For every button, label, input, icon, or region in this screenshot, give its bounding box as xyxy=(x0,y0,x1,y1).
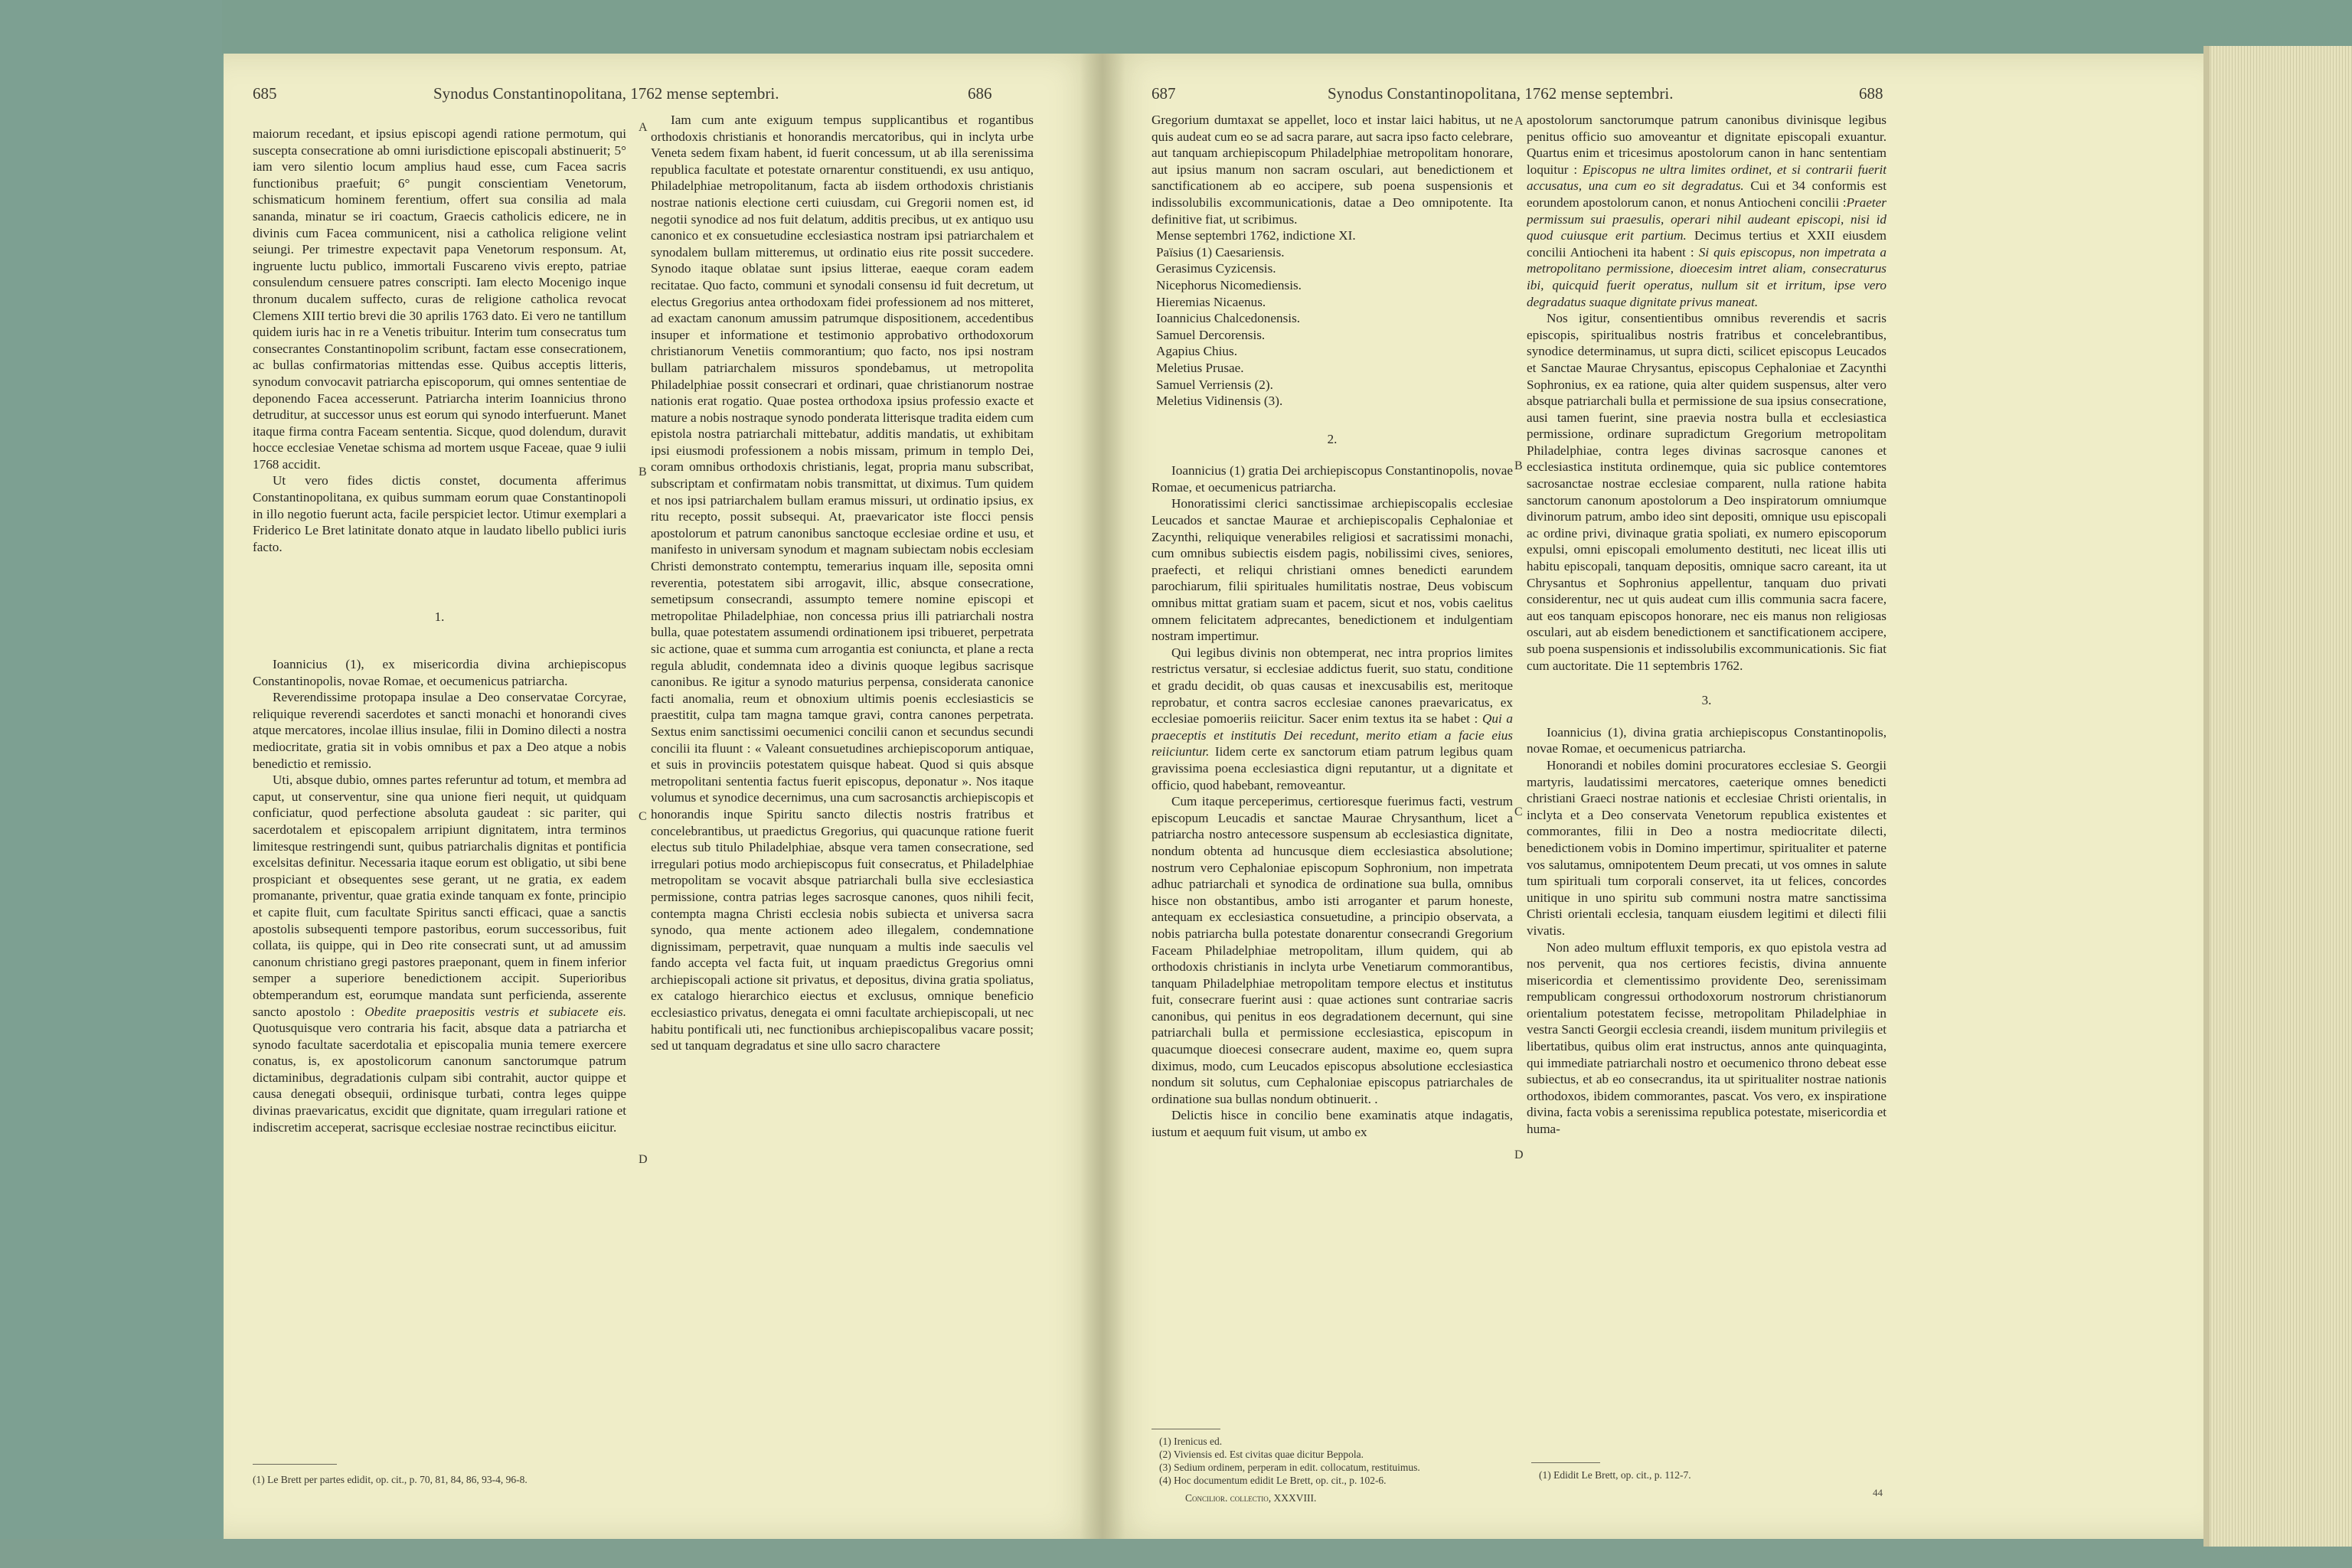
footnote: (1) Irenicus ed. xyxy=(1159,1436,1223,1447)
paragraph: Honoratissimi clerici sanctissimae archiepiscopalis ecclesiae Leucados et sanctae Maurae et archiepiscopalis Cephaloniae et Zacynthi, reliquique venerabiles religiosi et sacratissimi monachi, cum omnibus subiectis eisdem pagis, nobilissimi cives, seniores, praefecti, et reliqui christiani omnes benedicti earundem parochiarum, filii spirituales humilitatis nostrae, Deus vobiscum omnibus mittat gratiam suam et pacem, sicut et nos, vobis caelitus omnem felicitatem adprecantes, benedictionem et indulgentiam nostram impertimur. xyxy=(1152,496,1513,644)
italic-quote: Praeter permissum sui praesulis, operari nihil audeant episcopi, nisi id quod cuiusque erit partium. xyxy=(1527,194,1886,243)
paragraph xyxy=(253,772,626,1135)
text-run: Decimus tertius et XXII eiusdem concilii Antiocheni ita habent : xyxy=(1527,228,1886,260)
margin-letter-d: D xyxy=(639,1153,648,1166)
paragraph xyxy=(1152,645,1513,793)
signature-line-collectio: Concilior. collectio, XXXVIII. xyxy=(1185,1492,1317,1504)
footnote-rule xyxy=(253,1464,337,1465)
page-edges xyxy=(2205,46,2352,1547)
background-cloth-left xyxy=(0,0,222,1568)
margin-letter-c: C xyxy=(1514,805,1523,818)
text-run: Quotusquisque vero contraria his facit, absque data a patriarcha et synodo facultate sacerdotalia et episcopalia munia temere exercere conatus, is, ex apostolicorum canonum sanctorumque patrum dictaminibus, degradationis culpam sibi contrahit, auctor quippe et causa denegati obsequii, ordinisque turbati, contra leges quippe divinas praevaricatus, excidit que dignitate, quam irregulari ratione et indiscretim acceperat, sacrisque ecclesiae nostrae recinctibus eiicitur. xyxy=(253,1021,626,1135)
signature-mark: 44 xyxy=(1873,1487,1883,1498)
italic-quote: Si quis episcopus, non impetrata a metropolitano permissione, dioecesim intret aliam, consecraturus ibi, quicquid fuerit operatus, nullum sit et irritum, ipse vero degradatus suaque dignitate privus maneat. xyxy=(1527,244,1886,309)
footnote: (1) Edidit Le Brett, op. cit., p. 112-7. xyxy=(1539,1469,1691,1481)
footnote: (1) Le Brett per partes edidit, op. cit., p. 70, 81, 84, 86, 93-4, 96-8. xyxy=(253,1474,528,1485)
paragraph: Delictis hisce in concilio bene examinatis atque indagatis, iustum et aequum fuit visum, ut ambo ex xyxy=(1152,1108,1513,1140)
paragraph: Iam cum ante exiguum tempus supplicantibus et rogantibus orthodoxis christianis et honorandis mercatoribus, qui in inclyta urbe Veneta sedem fixam habent, id fuerit concessum, ut ab illa serenissima republica facultate et potestate ornarentur constituendi, ex usu antiquo, Philadelphiae metropolitanum, facta ab iisdem orthodoxis christianis nostrae nationis electione certi cuiusdam, cui Gregorii nomen est, id negotii synodice ad nos fuit delatum, additis precibus, ut ex antiquo usu canonico et ex consuetudine ecclesiastica nostram ipsi patriarchalem et synodalem bullam mitteremus, ut ordinatio eius rite possit succedere. Synodo itaque oblatae sunt ipsius litterae, eaeque coram eadem recitatae. Quo facto, communi et synodali consensu id fuit decretum, ut electus Gregorius antea orthodoxam fidei professionem ad nos mitteret, ad exactam canonum amussim patrumque dispositionem, accedentibus insuper et informatione et testimonio approbativo orthodoxorum christianorum Venetiis commorantium; quo facto, nos ipsi nostram bullam patriarchalem missuros spondebamus, ut metropolita Philadelphiae possit consecrari et ordinari, quae christianorum nostrae nationis erat rogatio. Quae postea orthodoxa ipsius professio exacte et mature a nobis nostraque synodo ponderata litterisque tradita eidem cum epistola nostra patriarchali mittebatur, additis mandatis, ut exhibitam ipsi eiusmodi professionem a nobis missam, primum in templo Dei, coram omnibus orthodoxis christianis, legat, propria manu subscribat, subscriptam et confirmatam nobis transmittat, ut diximus. Tum quidem et nos ipsi patriarchalem bullam eramus missuri, ut ordinatio ipsius, ex ritu recepto, possit subsequi. At, praevaricator iste flocci pensis apostolorum et patrum canonibus sanctoque ecclesiae ordine et usu, et manifesto in universam synodum et magnam subiectam nobis ecclesiam Christi demonstrato contemptu, temerarius inquam ille, seposita omni reverentia, potestatem sibi arrogavit, illic, absque consecratione, semetipsum consecrandi, assumpto temere nomine episcopi et metropolitae Philadelphiae, non concessa prius illi patriarchali nostra bulla, quae potestatem assumendi ordinationem ipsi tribueret, perpetrata sic actione, quae et summa cum arrogantia est coniuncta, et plane a recta regula abludit, condemnata ideo a divinis quoque legibus sacrisque canonibus. Re igitur a synodo maturius perpensa, considerata canonice facti anomalia, reum et obnoxium ultimis poenis ecclesiasticis se praestitit, culpa tam magna tamque gravi, contra canones perpetrata. Sextus enim sanctissimi oecumenici concilii canon et secundus secundi concilii ita fluunt : « Valeant consuetudines archiepiscoporum antiquae, et suis in provinciis potestatem quisque habeat. Quod si quis absque metropolitani sententia factus fuerit episcopus, deponatur ». Nos itaque volumus et synodice decernimus, una cum sacrosanctis archiepiscopis et honorandis inque Spiritu sancto dilectis nostris fratribus et concelebrantibus, ut praedictus Gregorius, qui quacunque ratione fuerit electus sub titulo Philadelphiae, absque vera tamen consecratione, sed irregulari potius modo archiepiscopus fuit consecratus, et Philadelphiae metropolitam se vocavit absque patriarchali bulla sive ecclesiastica permissione, contra patrias leges sacrosque canones, quos nihili fecit, contempta magna Christi ecclesia nobis subiecta et universa sacra synodo, qua mente actionem adeo illegalem, condemnatione dignissimam, perpetravit, quae nunquam a multis inde saeculis vel fando accepta vel facta fuit, ut inquam praedictus Gregorius omni archiepiscopali actione sit privatus, et depositus, divina gratia spoliatus, ex catalogo hierarchico eiectus et exclusus, omnique beneficio ecclesiastico privatus, denegata ei omni facultate archiepiscopali, ut nec habitu pontificali uti, nec functionibus archiepiscopalibus vacare possit; sed ut tanquam degradatus et sine ullo sacro charactere xyxy=(651,113,1034,1054)
page-number-688: 688 xyxy=(1859,84,1883,103)
italic-quote: Obedite praepositis vestris et subiacete eis. xyxy=(364,1004,626,1019)
italic-quote: Qui a praeceptis et institutis Dei recedunt, merito etiam a facie eius reiiciuntur. xyxy=(1152,711,1513,760)
text-run: apostolorum sanctorumque patrum canonibus divinisque legibus penitus officio suo amoveantur et dignitate episcopali exuantur. Quartus enim et tricesimus apostolorum canon in hanc sententiam loquitur : xyxy=(1527,113,1886,177)
margin-letter-c: C xyxy=(639,810,647,823)
footnotes xyxy=(1159,1435,1519,1504)
margin-letter-a: A xyxy=(1514,115,1524,128)
paragraph: Honorandi et nobiles domini procuratores ecclesiae S. Georgii martyris, laudatissimi mercatores, caeterique omnes benedicti christiani Graeci nostrae nationis et ecclesiae Christi orientalis, in inclyta et a Deo conservata Venetorum republica existentes et commorantes, filii in Deo a nostra mediocritate dilecti, benedictionem vobis in Domino impertimur, spiritualiter et paterne vos salutamus, omnipotentem Deum precati, ut vos omnes in salute tum spirituali tum corporali conservet, ita ut felices, concordes unitique in uno spiritu sub communi nostra matre sanctissima Christi orientali ecclesia, tanquam eiusdem legitimi et dilecti filii vivatis. xyxy=(1527,757,1886,938)
right-column-2 xyxy=(1527,112,1886,1459)
page-number-685: 685 xyxy=(253,84,277,103)
italic-quote: Episcopus ne ultra limites ordinet, et si contrarii fuerit accusatus, una cum eo sit degradatus. xyxy=(1527,162,1886,194)
footnote-rule xyxy=(1531,1462,1600,1463)
text-run: Uti, absque dubio, omnes partes referuntur ad totum, et membra ad caput, ut conserventur, sine qua unione fieri nequit, ut quidquam conficiatur, quod perfectione absoluta gaudeat : sic pariter, qui sacerdotalem et episcopalem arripiunt dignitatem, intra terminos limitesque restringendi sunt, quibus patriarchalis dignitas et pontificia excelsitas definitur. Necessaria itaque eorum est obligatio, ut sibi bene prospiciant et obsequentes sese gerant, ut ne gratia, ex eadem promanante, priventur, quae gratia exinde tanquam ex fonte, principio et capite fluit, cum facultate Spiritus sancti efficaci, quae a sanctis apostolis subsequenti tempore pastoribus, eorum successoribus, fuit collata, iis quippe, qui in Deo rite consecrati sunt, ut ad amussim canonum christiano gregi pastores praeponant, quem in finem inferior semper a superiore benedictionem accipit. Superioribus obtemperandum est, eorumque mandata sunt perficienda, asserente sancto apostolo : xyxy=(253,773,626,1019)
text-run: Cui et 34 conformis est eorundem apostolorum canon, et nonus Antiocheni concilii : xyxy=(1527,178,1886,210)
text-run: Qui legibus divinis non obtemperat, nec intra proprios limites restrictus versatur, si ecclesiae addictus fuerit, suo statu, conditione et gradu decidit, ob quas causas et inexcusabilis est, meritoque reprobatur, et contra sacros ecclesiae canones praevaricatus, ex ecclesiae pomoeriis reiicitur. Sacer enim textus ita se habet : xyxy=(1152,645,1513,727)
section-number: 3. xyxy=(1701,693,1712,708)
signature-line: Samuel Verriensis (2). xyxy=(1156,377,1273,392)
text-run: Iidem certe ex sanctorum etiam patrum legibus quam gravissima poena ecclesiastica digni reputantur, ut a dignitate et officio, quod habebant, removeantur. xyxy=(1152,744,1513,792)
left-column-2 xyxy=(651,112,1034,1498)
footnote: (4) Hoc documentum edidit Le Brett, op. cit., p. 102-6. xyxy=(1159,1475,1387,1486)
paragraph: maiorum recedant, et ipsius episcopi agendi ratione permotum, qui suscepta consecratione ab omni iurisdictione episcopali abstinuerit; 5° iam vero silentio locum amplius haud esse, cum Facea sacris functionibus praefuit; 6° pungit conscientiam Venetorum, schismaticum hominem ferentium, offert sua consilia ad mala sananda, minatur se iri coactum, Graecis catholicis edicere, ne in divinis cum Facea communicent, nisi a catholica religione velint seiungi. Per trimestre expectavit papa Venetorum responsum. At, ingruente luctu publico, immortali Fuscareno vivis erepto, patriae consulendum censuere patres conscripti. Iam electo Mocenigo inque thronum ducalem suffecto, curas de religione catholica revocat Clemens XIII tertio brevi die 30 aprilis 1763 dato. Ei vero ne tantillum quidem iuris hac in re a Venetis tribuitur. Interim tum consecratus tum consecrantes Constantinopolim scribunt, factam esse consecrationem, ac bullas confirmatorias mittendas esse. Quibus acceptis litteris, synodum convocavit patriarcha episcoporum, qui omnes sententiae de deponendo Facea accesserunt. Patriarcha interim Ioannicius throno detruditur, at successor unus est eorum qui synodo interfuerunt. Manet itaque firma contra Faceam sententia. Sicque, quod dolendum, duravit hocce ecclesiae Venetae schisma ad mortem usque Faceae, quae 9 iulii 1768 accidit. xyxy=(253,126,626,472)
signature-line: Ioannicius Chalcedonensis. xyxy=(1156,311,1301,326)
signature-line: Mense septembri 1762, indictione XI. xyxy=(1156,228,1356,243)
margin-letter-b: B xyxy=(639,466,647,479)
paragraph: Reverendissime protopapa insulae a Deo conservatae Corcyrae, reliquique reverendi sacerdotes et sancti monachi et honorandi cives atque mercatores, incolae illius insulae, filii in Domino dilecti a nostra mediocritate, gratia sit in vobis omnibus et pax a Deo atque a nobis benedictio et remissio. xyxy=(253,690,626,771)
margin-letter-b: B xyxy=(1514,459,1523,472)
signature-line: Agapius Chius. xyxy=(1156,344,1237,359)
signature-list xyxy=(1152,227,1513,410)
footnote: (3) Sedium ordinem, perperam in edit. collocatum, restituimus. xyxy=(1159,1462,1420,1473)
section-number: 1. xyxy=(434,609,445,625)
section-number: 2. xyxy=(1327,431,1338,446)
margin-letter-a: A xyxy=(639,121,648,134)
signature-line: Nicephorus Nicomediensis. xyxy=(1156,277,1302,292)
signature-line: Païsius (1) Caesariensis. xyxy=(1156,244,1285,260)
background-cloth xyxy=(0,0,2352,55)
paragraph: Gregorium dumtaxat se appellet, loco et instar laici habitus, ut ne quis audeat cum eo se ad sacra parare, aut sacra ipso facto celebrare, aut tanquam archiepiscopum Philadelphiae metropolitam honorare, aut ipsius manum non sacram osculari, aut benedictionem et sanctificationem ab eo accipere, sub poena suspensionis et indissolubilis excommunicationis, datae a Deo omnipotente. Ita definitive fiat, ut scribimus. xyxy=(1152,113,1513,227)
signature-line: Meletius Vidinensis (3). xyxy=(1156,394,1283,409)
page-edge-shadow xyxy=(2203,46,2210,1547)
book-gutter xyxy=(1080,54,1125,1539)
right-column-1 xyxy=(1152,112,1513,1429)
signature-line: Hieremias Nicaenus. xyxy=(1156,294,1266,309)
page-number-687: 687 xyxy=(1152,84,1176,103)
signature-line: Meletius Prusae. xyxy=(1156,360,1244,375)
running-title-left: Synodus Constantinopolitana, 1762 mense septembri. xyxy=(433,84,779,103)
running-title-right: Synodus Constantinopolitana, 1762 mense septembri. xyxy=(1328,84,1674,103)
paragraph xyxy=(1527,112,1886,310)
paragraph: Ut vero fides dictis constet, documenta afferimus Constantinopolitana, ex quibus summam eorum quae Constantinopoli in illo negotio fuerunt acta, facile perspiciet lector. Utimur exemplari a Friderico Le Bret latinitate donato atque in laudato libello publici iuris facto. xyxy=(253,473,626,554)
signature-line: Samuel Dercorensis. xyxy=(1156,327,1266,342)
paragraph: Nos igitur, consentientibus omnibus reverendis et sacris episcopis, spiritualibus nostris fratribus et concelebrantibus, synodice determinamus, ut supra dicti, scilicet episcopus Leucados et Sanctae Maurae Chrysantus, episcopus Cephaloniae et Zacynthi Sophronius, ex ea ratione, quia alter quidem suspensus, alter vero absque patriarchali bulla et permissione de sua ipsius consecratione, ausi tamen fuerint, sine praevia nostra bulla et ecclesiastica permissione, ordinare supradictum Gregorium metropolitam Philadelphiae, contra leges divinas sacrosque canones et ecclesiastica instituta ordinemque, quia sic publice contemtores sacrosanctae nostrae ecclesiae comparent, nulla ratione habita sanctorum canonum apostolorum a Deo inspiratorum omniumque divinorum patrum, ambo ideo sint depositi, omnique usu episcopali ac ordine privi, divinaque gratia spoliati, ex numero episcoporum expulsi, omni episcopali emolumento destituti, nec liceat illis uti habitu episcopali, tanquam depositis, omnique sacro careant, ita ut Chrysantus et Sophronius appellentur, tanquam duo privati considerentur, nec ut quis audeat cum illis communia sacra facere, aut eos tanquam episcopos honorare, nec eis manus non religiosas osculari, aut ab eisdem benedictionem et sanctificationem accipere, sub poena suspensionis et indissolubilis excommunicationis. Sic fiat cum auctoritate. Die 11 septembris 1762. xyxy=(1527,311,1886,673)
footnote: (2) Viviensis ed. Est civitas quae dicitur Beppola. xyxy=(1159,1449,1364,1460)
margin-letter-d: D xyxy=(1514,1148,1524,1161)
signature-line: Gerasimus Cyzicensis. xyxy=(1156,261,1276,276)
paragraph: Ioannicius (1), divina gratia archiepiscopus Constantinopolis, novae Romae, et oecumenicus patriarcha. xyxy=(1527,724,1886,756)
background-cloth-bottom xyxy=(0,1539,2352,1568)
page-number-686: 686 xyxy=(968,84,992,103)
left-column-1 xyxy=(253,126,626,1458)
paragraph: Ioannicius (1), ex misericordia divina archiepiscopus Constantinopolis, novae Romae, et oecumenicus patriarcha. xyxy=(253,657,626,688)
paragraph: Ioannicius (1) gratia Dei archiepiscopus Constantinopolis, novae Romae, et oecumenicus patriarcha. xyxy=(1152,463,1513,495)
paragraph: Non adeo multum effluxit temporis, ex quo epistola vestra ad nos pervenit, qua nos certiores fecistis, divina annuente misericordia et clementissimo providente Deo, serenissimam rempublicam congressui orthodoxorum nostrorum christianorum orientalium potestatem fecisse, metropolitam Philadelphiae in vestra Sancti Georgii ecclesia creandi, iisdem munitum privilegiis et libertatibus, quibus olim erat instructus, annos ante quinquaginta, qui immediate patriarchali nostro et oecumenico throno debeat esse subiectus, et ab eo consecrandus, ita ut spiritualiter nostrae nationis orthodoxos, ibidem commorantes, pascat. Vos vero, ex inspiratione divina, facta vobis a serenissima republica potestate, misericordia et huma- xyxy=(1527,939,1886,1137)
paragraph: Cum itaque perceperimus, certioresque fuerimus facti, vestrum episcopum Leucadis et sanctae Maurae Chrysanthum, licet a patriarcha nostro antecessore suspensum ab ecclesiastica dignitate, nondum obtenta ad huncusque diem ecclesiastica absolutione; nostrum vero Cephaloniae episcopum Sophronium, non impetrata adhuc patriarchali et synodica de ordinatione sua bulla, omnibus hisce non obstantibus, ambo isti arroganter et parum honeste, antequam ex ecclesiastica consuetudine, a principio observata, a nobis patriarcha bulla potestate donarentur consecrandi Gregorium Faceam Philadelphiae metropolitam, illum quidem, qui ab orthodoxis christianis in inclyta urbe Venetiarum commorantibus, tanquam Philadelphiae metropolitam tempore electus et institutus fuit, consecrare fuerint ausi : quae actiones sunt contrariae sacris canonibus, qui penitus in eos degradationem decernunt, qui sine patriarchali bulla et permissione ecclesiastica, episcopum in quacumque dioecesi consecrare audent, maxime eo, quem supra diximus, modo, cum Leucados episcopus absolutione ecclesiastica nondum sit solutus, cum Cephaloniae episcopus patriarchales de ordinatione sua bullas nondum obtinuerit. . xyxy=(1152,794,1513,1106)
